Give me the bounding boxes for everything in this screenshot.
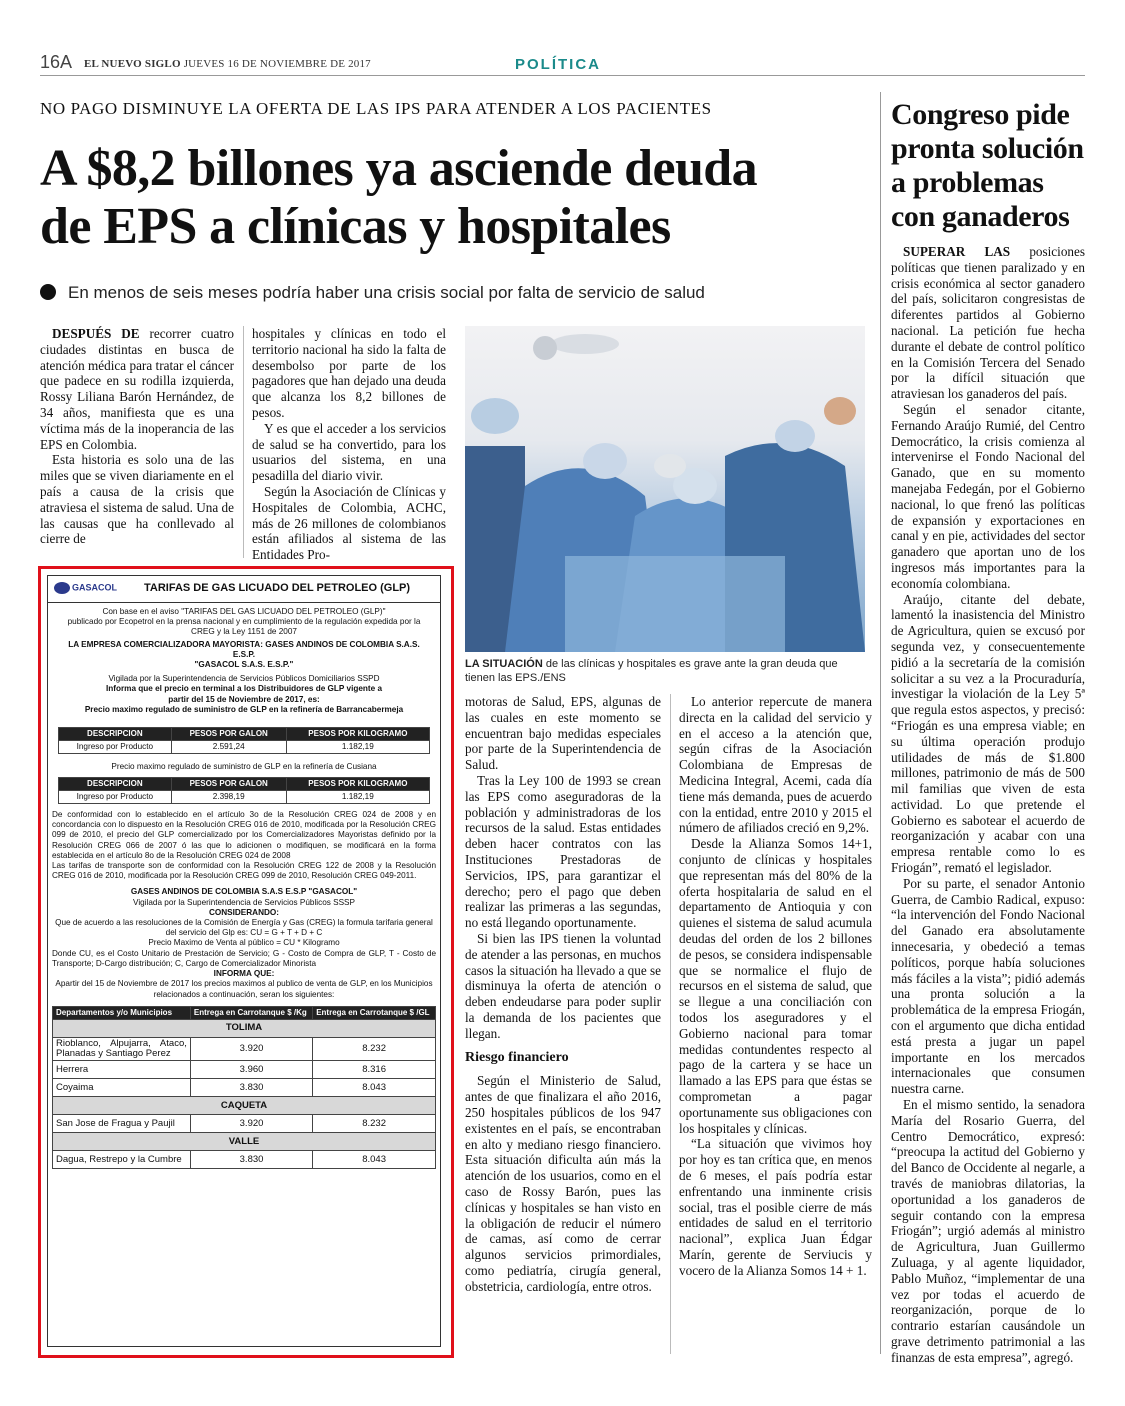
table-header: PESOS POR KILOGRAMO [286,777,429,790]
sidebar-p3: Araújo, citante del debate, lamentó la inasistencia del Ministro de Agricultura, quien se excusó por segunda vez, y consecuentemente pidió a la secretaría de la comisión solicitar a su vez a la Procuraduría, investigar la violación de la Ley 5ª que regula estos aspectos, y precisó: “Friogán es una empresa viable; en su última operación produjo utilidades de más de $1.800 millones, patrimonio de más de 500 mil familias que viven de esta actividad. Lo que pretende el Gobierno es sabotear el acuerdo de reorganización y acabar con una empresa rentable como lo es Friogán”, remató el legislador. [891,591,1085,876]
article-col-4 [679,694,872,1354]
table-cell: 3.960 [190,1061,312,1079]
article-col-1 [40,326,234,558]
ad-legal-2: Las tarifas de transporte son de conformidad con la Resolución CREG 122 de 2008 y la Resolución CREG 016 de 2010, modificada por la Resolución CREG 099 de 2010, Resolución CREG 049-2011. [52,861,436,881]
ad-company-2: "GASACOL S.A.S. E.S.P." [194,660,294,670]
table-cell: Ingreso por Producto [59,741,172,754]
article-col-2 [252,326,446,563]
gasacol-logo [54,582,117,594]
column-divider [243,326,244,558]
group-row: TOLIMA [53,1019,436,1037]
sidebar-headline: Congreso pide pronta solución a problemas con ganaderos [891,98,1084,233]
ad-g2-7: INFORMA QUE: [213,969,275,979]
headline-line-1: A $8,2 billones ya asciende deuda [40,140,757,197]
table-cell: 8.232 [313,1037,436,1060]
col2-p1: hospitales y clínicas en todo el territorio nacional ha sido la falta de desembolso por parte de los pagadores que han dejado una deuda que alcanza los 8,2 billones de pesos. [252,326,446,420]
table-cell: 8.316 [313,1061,436,1079]
ad-g2-6: Donde CU, es el Costo Unitario de Prestación de Servicio; G - Costo de Compra de GLP, T - Costo de Transporte; D-Cargo distribución; C, Cargo de Comercializador Minorista [52,948,436,968]
group-row: VALLE [53,1133,436,1151]
sidebar-lead-in: SUPERAR LAS [903,244,1011,259]
table-row [53,1037,436,1060]
photo-caption [465,657,865,685]
table-cell: 8.232 [313,1115,436,1133]
table-cell: Rioblanco, Alpujarra, Ataco, Planadas y Santiago Perez [53,1037,191,1060]
table-cell: 8.043 [313,1079,436,1097]
table-cell: 3.920 [190,1037,312,1060]
bullet-icon [40,284,56,300]
table-header: Entrega en Carrotanque $ /Kg [190,1006,312,1019]
table-header: DESCRIPCION [59,728,172,741]
price-table-2 [58,777,430,804]
group-row: CAQUETA [53,1097,436,1115]
ad-g2-5: Precio Maximo de Venta al público = CU * Kilogramo [148,938,340,948]
sidebar-body [891,244,1085,1365]
table-cell: Herrera [53,1061,191,1079]
table-row [53,1061,436,1079]
table-cell: San Jose de Fragua y Paujil [53,1115,191,1133]
table-cell: 3.830 [190,1151,312,1169]
caption-lead: LA SITUACIÓN [465,658,543,670]
table-cell: Dagua, Restrepo y la Cumbre [53,1151,191,1169]
table-cell: Ingreso por Producto [59,790,172,803]
ad-vig-1: Vigilada por la Superintendencia de Servicios Públicos Domiciliarios SSPD [108,674,380,684]
surgery-photo [465,326,865,652]
gasacol-logo-icon [54,582,70,594]
col2-p2: Y es que el acceder a los servicios de salud se ha convertido, para los usuarios del sistema, en una pesadilla del diario vivir. [252,420,446,484]
table-header: PESOS POR GALON [171,728,286,741]
table-cell: 8.043 [313,1151,436,1169]
gasacol-tariff-ad [47,575,441,1347]
table-header: PESOS POR KILOGRAMO [286,728,429,741]
col1-p1: recorrer cuatro ciudades distintas en busca de atención médica para tratar el cáncer que padece en su rodilla izquierda, Rossy Liliana Barón Hernández, de 34 años, manifiesta que es una víctima más de la inoperancia de las EPS en Colombia. [40,326,235,452]
ad-g2-1: GASES ANDINOS DE COLOMBIA S.A.S E.S.P "GASACOL" [130,887,358,897]
page-number: 16A [40,52,73,72]
table-cell: 2.398,19 [171,790,286,803]
ad-title: TARIFAS DE GAS LICUADO DEL PETROLEO (GLP) [144,582,411,594]
col4-p3: “La situación que vivimos hoy por hoy es tan crítica que, en menos de 6 meses, el país podría estar enfrentando una inminente crisis social, tras el posible cierre de más entidades de salud en el territorio nacional”, explica Juan Édgar Marín, gerente de Serviucis y vocero de la Alianza Somos 14 + 1. [679,1136,872,1278]
col3-p4: Según el Ministerio de Salud, antes de que finalizara el año 2016, 250 hospitales públicos de los 947 existentes en el país, se encontraban en alto y mediano riesgo financiero. Esta situación dificulta aún más la atención de los usuarios, como en el caso de Rossy Barón, pues las clínicas y hospitales se han visto en la obligación de reducir el número de camas, así como de cerrar algunos servicios primordiales, como pediatría, cirugía general, obstetricia, cardiología, entre otros. [465,1073,661,1294]
municipal-price-table [52,1006,436,1170]
col4-p1: Lo anterior repercute de manera directa en la calidad del servicio y en el acceso a la atención que, según cifras de la Asociación Colombiana de Empresas de Medicina Integral, Acemi, cada día tiene más demanda, pues de acuerdo con la entidad, entre 2010 y 2015 el número de afiliados creció en 9,2%. [679,694,872,836]
paper-name: EL NUEVO SIGLO [84,58,181,70]
ad-intro-2: publicado por Ecopetrol en la prensa nacional y en cumplimiento de la regulación expedida por la CREG y la Ley 1151 de 2007 [67,617,421,637]
lead-in: DESPUÉS DE [52,326,140,341]
table-cell: 1.182,19 [286,741,429,754]
table-cell: 3.920 [190,1115,312,1133]
table-cell: Coyaima [53,1079,191,1097]
caption-text: de las clínicas y hospitales es grave ante la gran deuda que tienen las EPS./ENS [465,658,838,684]
deck-text: En menos de seis meses podría haber una crisis social por falta de servicio de salud [68,283,705,302]
ad-g2-3: CONSIDERANDO: [208,907,280,917]
table-header: DESCRIPCION [59,777,172,790]
header-rule [40,75,1085,76]
col3-p2: Tras la Ley 100 de 1993 se crean las EPS como aseguradoras de la población y administradoras de los recursos de la salud. Estas entidades deben hacer contratos con las Instituciones Prestadoras de Servicios, IPS, para garantizar el derecho; pero el pago que deben realizar las primeras a las segundas, no está llegando oportunamente. [465,772,661,931]
ad-g2-2: Vigilada por la Superintendencia de Servicios Públicos SSSP [133,897,355,907]
table-row [53,1079,436,1097]
section-label: POLÍTICA [515,56,601,73]
deck [40,283,705,303]
sidebar-divider [880,92,881,1354]
sidebar-p1: posiciones políticas que tienen paralizado y en crisis económica al sector ganadero del país, solicitaron congresistas de diferentes partidos al Gobierno nacional. La petición fue hecha durante el debate de control político en la Comisión Tercera del Senado por la difícil situación que atraviesan los ganaderos del país. [891,244,1085,402]
headline [40,140,860,256]
table-header: Entrega en Carrotanque $ /GL [313,1006,436,1019]
sidebar-p2: Según el senador citante, Fernando Araújo Rumié, del Centro Democrático, la crisis comienza al intervenirse el Fondo Nacional del Ganado, que en su momento manejaba Fedegán, por el Gobierno nacional, lo que frenó las políticas de expansión y exportaciones en canal y en pie, actividades del sector ganadero que aportan uno de los ingresos más importantes para la economía colombiana. [891,401,1085,591]
ad-precio-2: Precio maximo regulado de suministro de GLP en la refinería de Cusiana [111,762,377,772]
table-row [53,1115,436,1133]
col3-p3: Si bien las IPS tienen la voluntad de atender a las personas, en muchos casos la situación ha llevado a que se disminuya la oferta de atención o deben endeudarse para poder suplir la demanda de los pacientes que llegan. [465,930,661,1041]
ad-g2-4: Que de acuerdo a las resoluciones de la Comisión de Energía y Gas (CREG) la formula tarifaria general del servicio del Glp es: CU = G + T + D + C [55,918,433,938]
masthead [84,58,371,70]
col2-p3: Según la Asociación de Clínicas y Hospitales de Colombia, ACHC, más de 26 millones de colombianos están afiliados al sistema de las Entidades Pro- [252,483,446,563]
col3-p1: motoras de Salud, EPS, algunas de las cuales en este momento se encuentran bajo medidas especiales por parte de la Superintendencia de Salud. [465,694,661,773]
ad-precio-1: Precio maximo regulado de suministro de GLP en la refinería de Barrancabermeja [84,704,404,714]
article-col-3 [465,694,661,1354]
table-cell: 3.830 [190,1079,312,1097]
ad-g2-8: Apartir del 15 de Noviembre de 2017 los precios maximos al publico de venta de GLP, en los Municipios relacionados a continuación, seran los siguientes: [55,979,433,999]
col4-p2: Desde la Alianza Somos 14+1, conjunto de clínicas y hospitales que representan más del 80% de la oferta hospitalaria de salud en el departamento de Antioquia y con quienes el sistema de salud acumula deudas del orden de los 2 billones de pesos, se considera indispensable que se normalice el flujo de recursos en el sistema de salud, que se llegue a una conciliación con todos los aseguradores y el Gobierno nacional para tomar medidas contundentes respecto al pago de la cartera y se hace un llamado a las EPS para que éstas se comprometan a pagar oportunamente sus obligaciones con los hospitales y clínicas. [679,836,872,1136]
ad-legal-1: De conformidad con lo establecido en el artículo 3o de la Resolución CREG 024 de 2008 y en concordancia con lo dispuesto en la Resolución CREG 016 de 2010, modificada por la Resolución CREG 099 de 2010, el precio del GLP comercializado por los Comercializadores Mayoristas definido por la Resolución CREG 066 de 2007 ó las que lo adicionen o modifiquen, se modificará en la forma establecida en el artículo 8o de la Resolución CREG 024 de 2008 [52,810,436,860]
subheading: Riesgo financiero [465,1049,569,1065]
headline-line-2: de EPS a clínicas y hospitales [40,198,671,255]
ad-intro-1: Con base en el aviso "TARIFAS DEL GAS LICUADO DEL PETROLEO (GLP)" [102,607,386,616]
table-row [53,1151,436,1169]
table-header: PESOS POR GALON [171,777,286,790]
price-table-1 [58,727,430,754]
table-cell: 1.182,19 [286,790,429,803]
table-header: Departamentos y/o Municipios [53,1006,191,1019]
ad-company-1: LA EMPRESA COMERCIALIZADORA MAYORISTA: GASES ANDINOS DE COLOMBIA S.A.S. E.S.P. [68,639,420,659]
kicker: NO PAGO DISMINUYE LA OFERTA DE LAS IPS PARA ATENDER A LOS PACIENTES [40,99,712,118]
brand-name: GASACOL [72,582,117,593]
sidebar-p4: Por su parte, el senador Antonio Guerra, de Cambio Radical, expuso: “la intervención del Fondo Nacional del Ganado era absolutamente innecesaria, y obedeció a temas políticos, porque había soluciones más fáciles a la vista”; pidió además una pronta solución a la problemática de la empresa Friogán, con el argumento que dicha entidad está presta a jugar un papel importante en los mercados internacionales que consumen nuestra carne. [891,875,1085,1097]
issue-date: JUEVES 16 DE NOVIEMBRE DE 2017 [183,58,371,70]
table-cell: 2.591,24 [171,741,286,754]
ad-vig-2: Informa que el precio en terminal a los Distribuidores de GLP vigente a partir del 15 de Noviembre de 2017, es: [105,684,383,704]
column-divider [670,694,671,1354]
col1-p2: Esta historia es solo una de las miles que se viven diariamente en el país a causa de la crisis que atraviesa el sistema de salud. Una de las causas que ha conllevado al cierre de [40,452,234,547]
sidebar-p5: En el mismo sentido, la senadora María del Rosario Guerra, del Centro Democrático, expresó: “preocupa la actitud del Gobierno y del Banco de Occidente al negarle, a través de maniobras dilatorias, la oportunidad a los ganaderos de seguir contando con la empresa Friogán”; urgió además al ministro de Agricultura, Juan Guillermo Zuluaga, y al agente liquidador, Pablo Muñoz, “implementar de una vez por todas el acuerdo de reorganización, porque de lo contrario estarían causándole un grave detrimento patrimonial a las finanzas de esta empresa”, agregó. [891,1097,1085,1365]
